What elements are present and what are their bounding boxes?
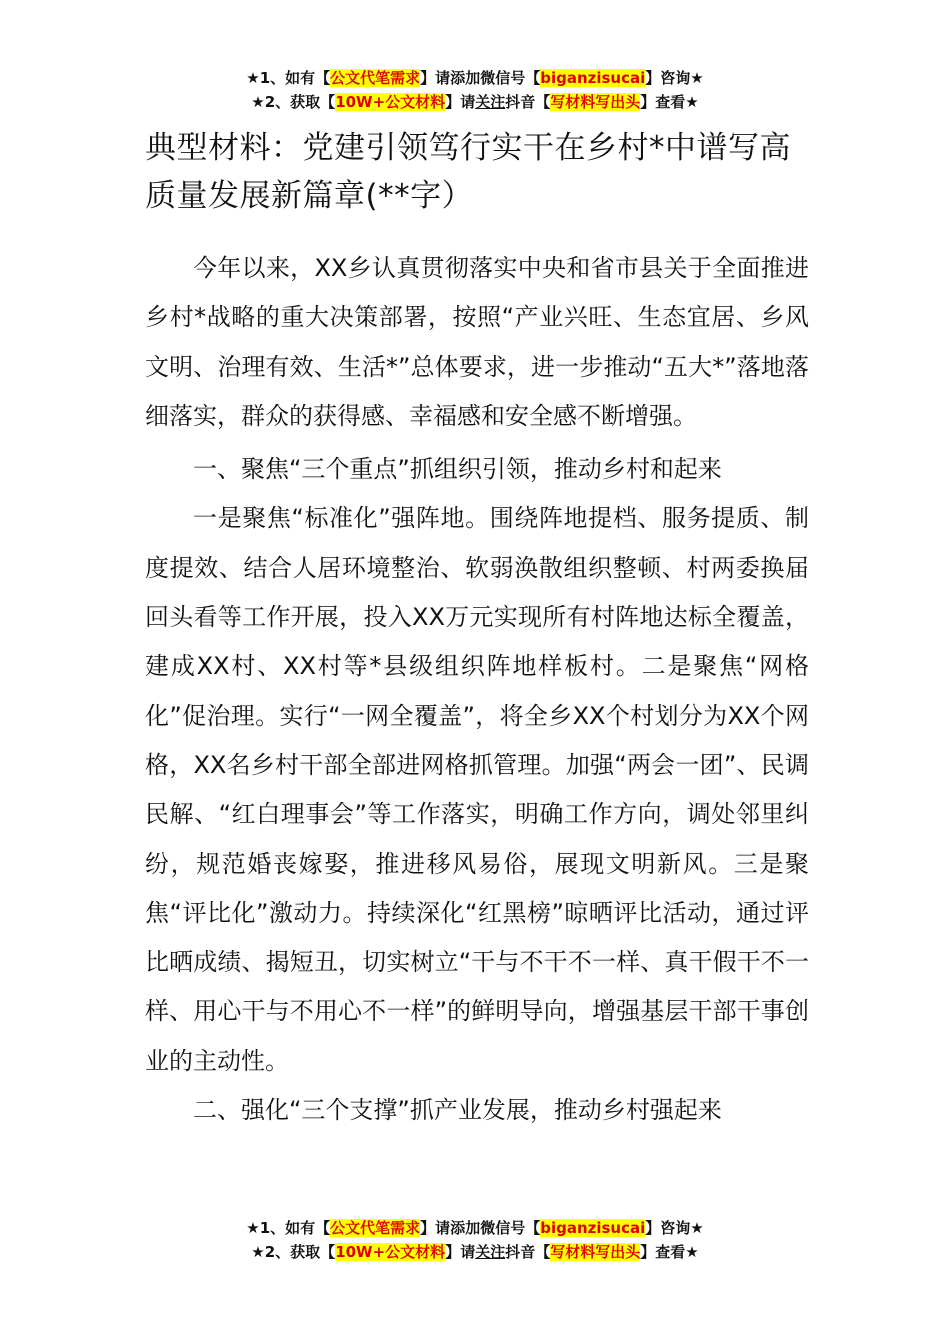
promo-text: 】请 (445, 1243, 476, 1261)
promo-text: 微信号【 (480, 69, 541, 87)
promo-text: 加 (465, 69, 481, 87)
promo-highlight: 公文代笔需求 (330, 69, 421, 87)
promo-text: ★1、如有【 (246, 69, 331, 87)
promo-highlight: biganzisucai (540, 1219, 646, 1237)
promo-text: 关注 (475, 93, 506, 111)
promo-text: 】咨询★ (645, 69, 704, 87)
document-body (145, 124, 809, 1135)
promo-highlight: 写材料写出头 (550, 93, 641, 111)
promo-text: 】请添 (420, 69, 466, 87)
promo-highlight: 10W+公文材料 (335, 1243, 446, 1261)
promo-text: 】咨询★ (645, 1219, 704, 1237)
promo-highlight: 公文代笔需求 (330, 1219, 421, 1237)
promo-text: 】查看★ (640, 93, 699, 111)
promo-text: ★2、获取【 (251, 1243, 336, 1261)
promo-line-1 (0, 1216, 950, 1240)
section-2-heading: 二、强化“三个支撑”抓产业发展，推动乡村强起来 (193, 1096, 722, 1125)
promo-line-1 (0, 66, 950, 90)
promo-line-2 (0, 90, 950, 114)
promo-text: ★1、如有【 (246, 1219, 331, 1237)
promo-text: 微信号【 (480, 1219, 541, 1237)
promo-highlight: biganzisucai (540, 69, 646, 87)
promo-line-2 (0, 1240, 950, 1264)
promo-text: 】请添 (420, 1219, 466, 1237)
intro-paragraph: 今年以来，XX乡认真贯彻落实中央和省市县关于全面推进乡村*战略的重大决策部署，按照“产业兴旺、生态宜居、乡风文明、治理有效、生活*”总体要求，进一步推动“五大*”落地落细落实，群众的获得感、幸福感和安全感不断增强。 (145, 254, 809, 430)
promo-text: 抖音【 (505, 93, 551, 111)
promo-highlight: 写材料写出头 (550, 1243, 641, 1261)
promo-text: 加 (465, 1219, 481, 1237)
promo-text: 抖音【 (505, 1243, 551, 1261)
promo-text: 】查看★ (640, 1243, 699, 1261)
section-1-body: 一是聚焦“标准化”强阵地。围绕阵地提档、服务提质、制度提效、结合人居环境整治、软弱涣散组织整顿、村两委换届回头看等工作开展，投入XX万元实现所有村阵地达标全覆盖，建成XX村、XX村等*县级组织阵地样板村。二是聚焦“网格化”促治理。实行“一网全覆盖”，将全乡XX个村划分为XX个网格，XX名乡村干部全部进网格抓管理。加强“两会一团”、民调民解、“红白理事会”等工作落实，明确工作方向，调处邻里纠纷，规范婚丧嫁娶，推进移风易俗，展现文明新风。三是聚焦“评比化”激动力。持续深化“红黑榜”晾晒评比活动，通过评比晒成绩、揭短丑，切实树立“干与不干不一样、真干假干不一样、用心干与不用心不一样”的鲜明导向，增强基层干部干事创业的主动性。 (145, 504, 809, 1075)
promo-text: 】请 (445, 93, 476, 111)
promo-text: 关注 (475, 1243, 506, 1261)
promo-text: ★2、获取【 (251, 93, 336, 111)
promo-banner-bottom (0, 1216, 950, 1264)
promo-highlight: 10W+公文材料 (335, 93, 446, 111)
promo-banner-top (0, 66, 950, 114)
document-title: 典型材料：党建引领笃行实干在乡村*中谱写高质量发展新篇章(**字） (145, 130, 791, 214)
section-1-heading: 一、聚焦“三个重点”抓组织引领，推动乡村和起来 (193, 455, 722, 484)
